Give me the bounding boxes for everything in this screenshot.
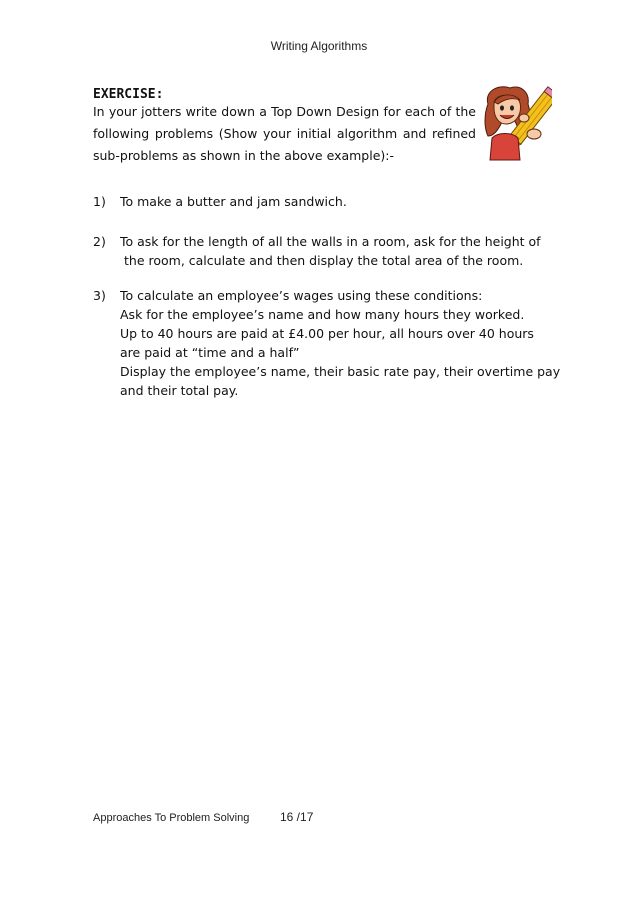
exercise-line: following problems (Show your initial algorithm and refined (93, 126, 476, 141)
problem-number: 2) (93, 234, 106, 249)
problem-text: To calculate an employee’s wages using these conditions: (120, 288, 483, 303)
problem-text: and their total pay. (120, 383, 239, 398)
exercise-title: EXERCISE: (93, 87, 164, 102)
problem-text: To make a butter and jam sandwich. (120, 194, 347, 209)
girl-with-pencil-icon (478, 82, 552, 162)
problem-text: Up to 40 hours are paid at £4.00 per hour, all hours over 40 hours (120, 326, 534, 341)
exercise-line: In your jotters write down a Top Down Design for each of the (93, 104, 476, 119)
problem-text: Display the employee’s name, their basic rate pay, their overtime pay (120, 364, 561, 379)
page-header: Writing Algorithms (270, 39, 368, 53)
page-number: 16 /17 (280, 810, 314, 824)
footer-course-title: Approaches To Problem Solving (93, 812, 250, 824)
problem-text: the room, calculate and then display the total area of the room. (124, 253, 524, 268)
problem-number: 1) (93, 194, 106, 209)
exercise-line: sub-problems as shown in the above example):- (93, 148, 394, 163)
problem-text: are paid at “time and a half” (120, 345, 300, 360)
problem-number: 3) (93, 288, 106, 303)
problem-text: Ask for the employee’s name and how many hours they worked. (120, 307, 525, 322)
problem-text: To ask for the length of all the walls in a room, ask for the height of (120, 234, 541, 249)
